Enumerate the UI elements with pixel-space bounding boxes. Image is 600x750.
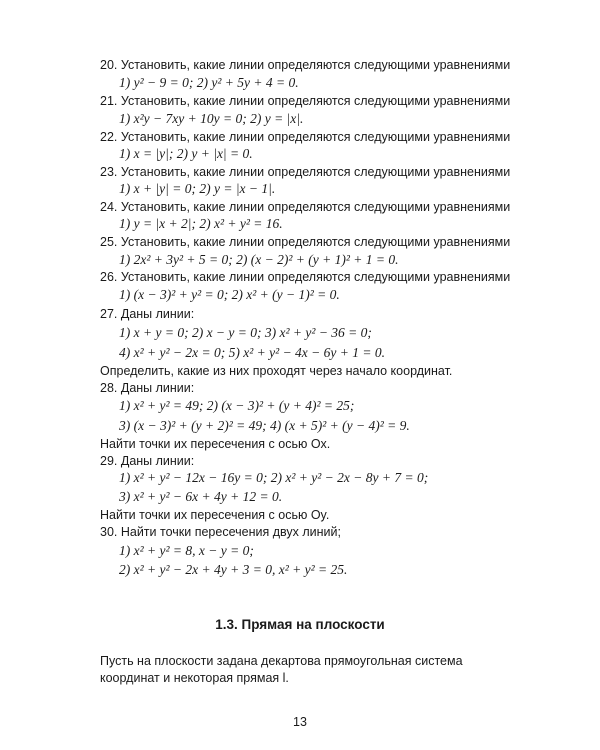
problem-20-equations: 1) y² − 9 = 0; 2) y² + 5y + 4 = 0. — [119, 75, 299, 90]
problem-27-question: Определить, какие из них проходят через начало координат. — [100, 364, 453, 378]
problem-28-line-2: 3) (x − 3)² + (y + 2)² = 49; 4) (x + 5)² + (y − 4)² = 9. — [119, 418, 410, 433]
problem-26-statement: 26. Установить, какие линии определяются следующими уравнениями — [100, 270, 511, 284]
problem-29-heading: 29. Даны линии: — [100, 454, 195, 468]
problem-28-line-1: 1) x² + y² = 49; 2) (x − 3)² + (y + 4)² = 25; — [119, 398, 355, 413]
problem-30-heading: 30. Найти точки пересечения двух линий; — [100, 525, 341, 539]
problem-22-equations: 1) x = |y|; 2) y + |x| = 0. — [119, 146, 253, 161]
section-paragraph: Пусть на плоскости задана декартова прямоугольная система координат и некоторая прямая l. — [100, 654, 463, 685]
problem-20-statement: 20. Установить, какие линии определяются следующими уравнениями — [100, 58, 511, 72]
problem-24-equations: 1) y = |x + 2|; 2) x² + y² = 16. — [119, 216, 283, 231]
problem-28-heading: 28. Даны линии: — [100, 381, 195, 395]
problem-21-statement: 21. Установить, какие линии определяются следующими уравнениями — [100, 94, 511, 108]
problem-27-heading: 27. Даны линии: — [100, 307, 195, 321]
problem-30-line-1: 1) x² + y² = 8, x − y = 0; — [119, 543, 254, 558]
problem-28-question: Найти точки их пересечения с осью Ox. — [100, 437, 331, 451]
problem-29-question: Найти точки их пересечения с осью Oy. — [100, 508, 330, 522]
problem-29-line-1: 1) x² + y² − 12x − 16y = 0; 2) x² + y² − 2x − 8y + 7 = 0; — [119, 470, 429, 485]
problem-25-equations: 1) 2x² + 3y² + 5 = 0; 2) (x − 2)² + (y + 1)² + 1 = 0. — [119, 252, 399, 267]
problem-24-statement: 24. Установить, какие линии определяются следующими уравнениями — [100, 200, 511, 214]
problem-23-statement: 23. Установить, какие линии определяются следующими уравнениями — [100, 165, 511, 179]
problem-30-line-2: 2) x² + y² − 2x + 4y + 3 = 0, x² + y² = 25. — [119, 562, 348, 577]
problem-27-line-1: 1) x + y = 0; 2) x − y = 0; 3) x² + y² − 36 = 0; — [119, 325, 372, 340]
problem-23-equations: 1) x + |y| = 0; 2) y = |x − 1|. — [119, 181, 276, 196]
section-title: 1.3. Прямая на плоскости — [215, 617, 385, 632]
problem-25-statement: 25. Установить, какие линии определяются следующими уравнениями — [100, 235, 511, 249]
problem-22-statement: 22. Установить, какие линии определяются следующими уравнениями — [100, 130, 511, 144]
page-number: 13 — [293, 715, 307, 729]
problem-21-equations: 1) x²y − 7xy + 10y = 0; 2) y = |x|. — [119, 111, 304, 126]
problem-27-line-2: 4) x² + y² − 2x = 0; 5) x² + y² − 4x − 6y + 1 = 0. — [119, 345, 385, 360]
problem-29-line-2: 3) x² + y² − 6x + 4y + 12 = 0. — [119, 489, 283, 504]
problem-26-equations: 1) (x − 3)² + y² = 0; 2) x² + (y − 1)² = 0. — [119, 287, 340, 302]
